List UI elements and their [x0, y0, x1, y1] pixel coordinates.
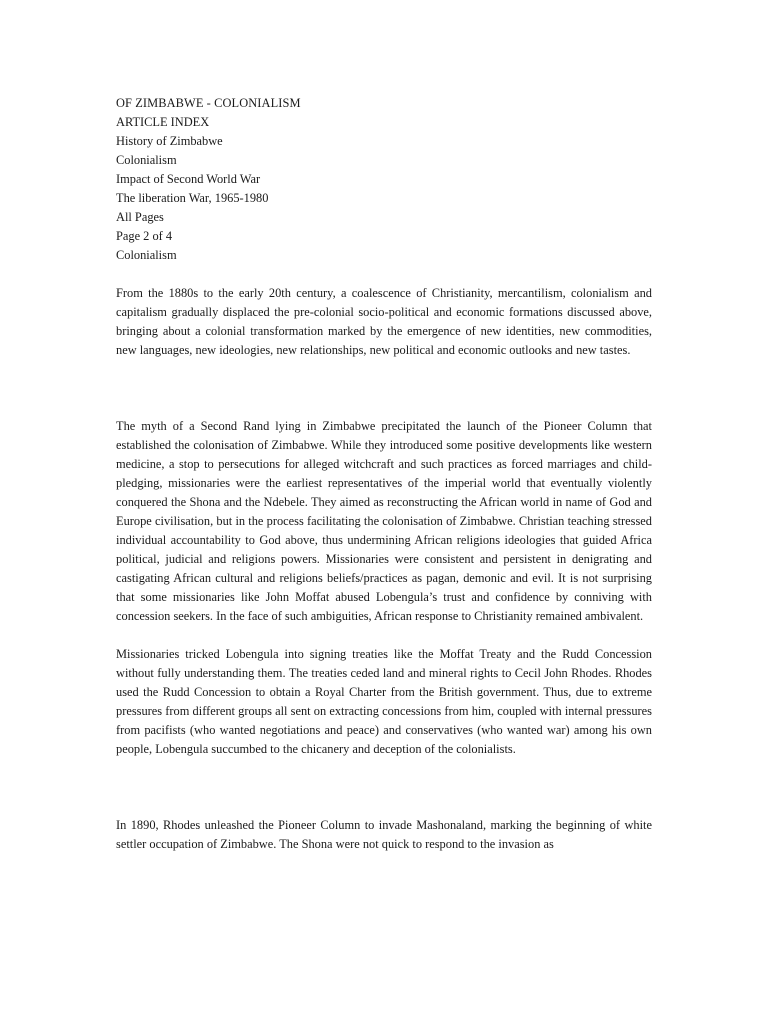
article-content: [116, 94, 652, 854]
section-title: Colonialism: [116, 248, 177, 262]
index-item-history[interactable]: History of Zimbabwe: [116, 134, 223, 148]
page-indicator: Page 2 of 4: [116, 229, 173, 243]
article-index-heading: ARTICLE INDEX: [116, 115, 210, 129]
paragraph-intro: From the 1880s to the early 20th century, a coalescence of Christianity, mercantilism, colonialism and capitalism gradually displaced the pre-colonial socio-political and economic formations discussed above, bringing about a colonial transformation marked by the emergence of new identities, new commodities, new languages, new ideologies, new relationships, new political and economic outlooks and new tastes.: [116, 286, 652, 357]
paragraph-second-rand: The myth of a Second Rand lying in Zimbabwe precipitated the launch of the Pioneer Column that established the colonisation of Zimbabwe. While they introduced some positive developments like western medicine, a stop to persecutions for alleged witchcraft and such practices as forced marriages and child-pledging, missionaries were the earliest representatives of the imperial world that eventually violently conquered the Shona and the Ndebele. They aimed as reconstructing the African world in name of God and Europe civilisation, but in the process facilitating the colonisation of Zimbabwe. Christian teaching stressed individual accountability to God above, thus undermining African religions ideologies that guided Africa political, judicial and religions powers. Missionaries were consistent and persistent in denigrating and castigating African cultural and religions beliefs/practices as pagan, demonic and evil. It is not surprising that some missionaries like John Moffat abused Lobengula’s trust and confidence by conniving with concession seekers. In the face of such ambiguities, African response to Christianity remained ambivalent.: [116, 419, 652, 623]
index-item-second-world-war[interactable]: Impact of Second World War: [116, 172, 261, 186]
paragraph-missionaries: Missionaries tricked Lobengula into signing treaties like the Moffat Treaty and the Rudd Concession without fully understanding them. The treaties ceded land and mineral rights to Cecil John Rhodes. Rhodes used the Rudd Concession to obtain a Royal Charter from the British government. Thus, due to extreme pressures from different groups all sent on extracting concessions from him, coupled with internal pressures from pacifists (who wanted negotiations and peace) and conservatives (who wanted war) among his own people, Lobengula succumbed to the chicanery and deception of the colonialists.: [116, 647, 652, 756]
index-item-all-pages[interactable]: All Pages: [116, 210, 164, 224]
article-title: OF ZIMBABWE - COLONIALISM: [116, 96, 301, 110]
paragraph-pioneer-column: In 1890, Rhodes unleashed the Pioneer Column to invade Mashonaland, marking the beginning of white settler occupation of Zimbabwe. The Shona were not quick to respond to the invasion as: [116, 818, 652, 851]
index-item-liberation-war[interactable]: The liberation War, 1965-1980: [116, 191, 269, 205]
index-item-colonialism[interactable]: Colonialism: [116, 153, 177, 167]
